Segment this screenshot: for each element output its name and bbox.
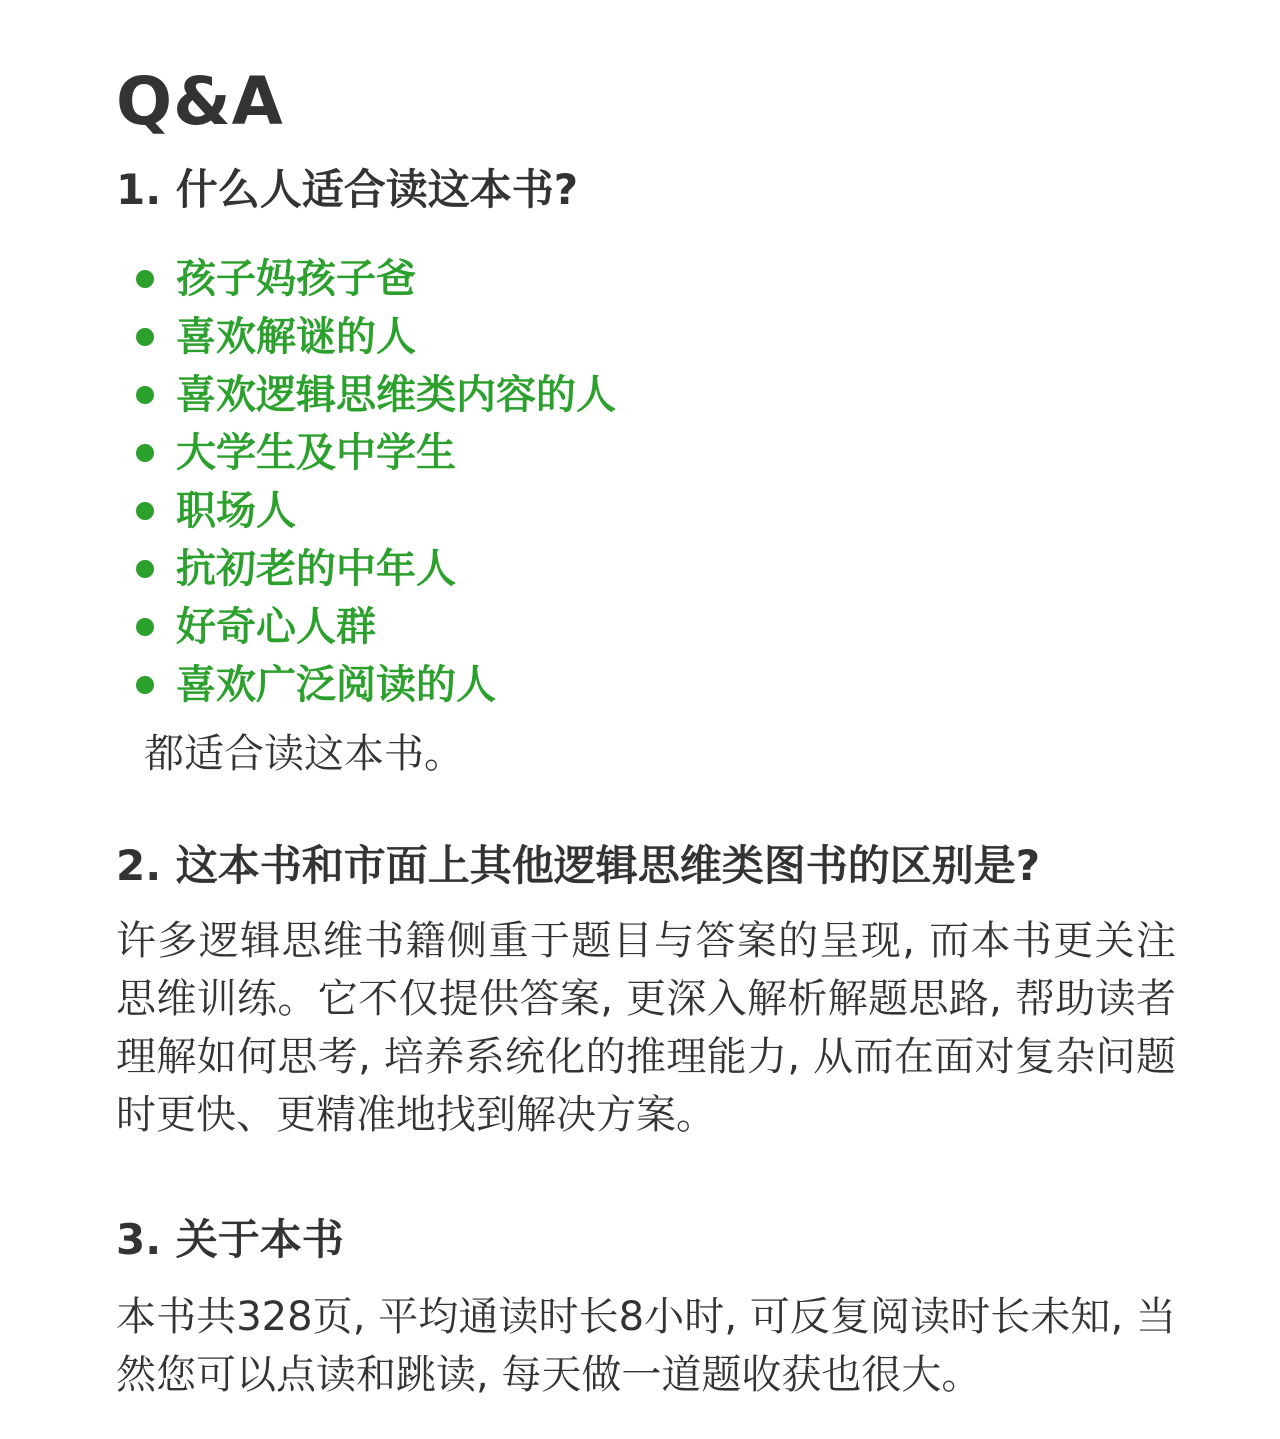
- list-item-label: 孩子妈孩子爸: [176, 256, 416, 302]
- list-item: [136, 424, 616, 482]
- list-item: [136, 540, 616, 598]
- list-item: [136, 250, 616, 308]
- question-1-heading: 1. 什么人适合读这本书?: [116, 165, 579, 214]
- question-2-heading: 2. 这本书和市面上其他逻辑思维类图书的区别是?: [116, 841, 1041, 890]
- question-3-answer: 本书共328页, 平均通读时长8小时, 可反复阅读时长未知, 当然您可以点读和跳读, 每天做一道题收获也很大。: [116, 1294, 1176, 1398]
- bullet-icon: [136, 676, 154, 694]
- list-item-label: 喜欢逻辑思维类内容的人: [176, 372, 616, 418]
- list-item-label: 喜欢广泛阅读的人: [176, 662, 496, 708]
- page-title: Q&A: [116, 63, 284, 140]
- list-item-label: 大学生及中学生: [176, 430, 456, 476]
- list-item: [136, 308, 616, 366]
- list-item: [136, 482, 616, 540]
- bullet-icon: [136, 560, 154, 578]
- list-item-label: 抗初老的中年人: [176, 546, 456, 592]
- question-3-heading: 3. 关于本书: [116, 1215, 344, 1264]
- question-1-summary: 都适合读这本书。: [144, 731, 464, 777]
- list-item-label: 喜欢解谜的人: [176, 314, 416, 360]
- list-item: [136, 656, 616, 714]
- bullet-icon: [136, 386, 154, 404]
- question-2-answer: 许多逻辑思维书籍侧重于题目与答案的呈现, 而本书更关注思维训练。它不仅提供答案, 更深入解析解题思路, 帮助读者理解如何思考, 培养系统化的推理能力, 从而在面对复杂问题时更快、更精准地找到解决方案。: [116, 918, 1176, 1138]
- bullet-icon: [136, 502, 154, 520]
- bullet-icon: [136, 444, 154, 462]
- list-item-label: 好奇心人群: [176, 604, 376, 650]
- list-item-label: 职场人: [176, 488, 296, 534]
- audience-list: [136, 250, 616, 714]
- list-item: [136, 366, 616, 424]
- bullet-icon: [136, 270, 154, 288]
- bullet-icon: [136, 618, 154, 636]
- bullet-icon: [136, 328, 154, 346]
- list-item: [136, 598, 616, 656]
